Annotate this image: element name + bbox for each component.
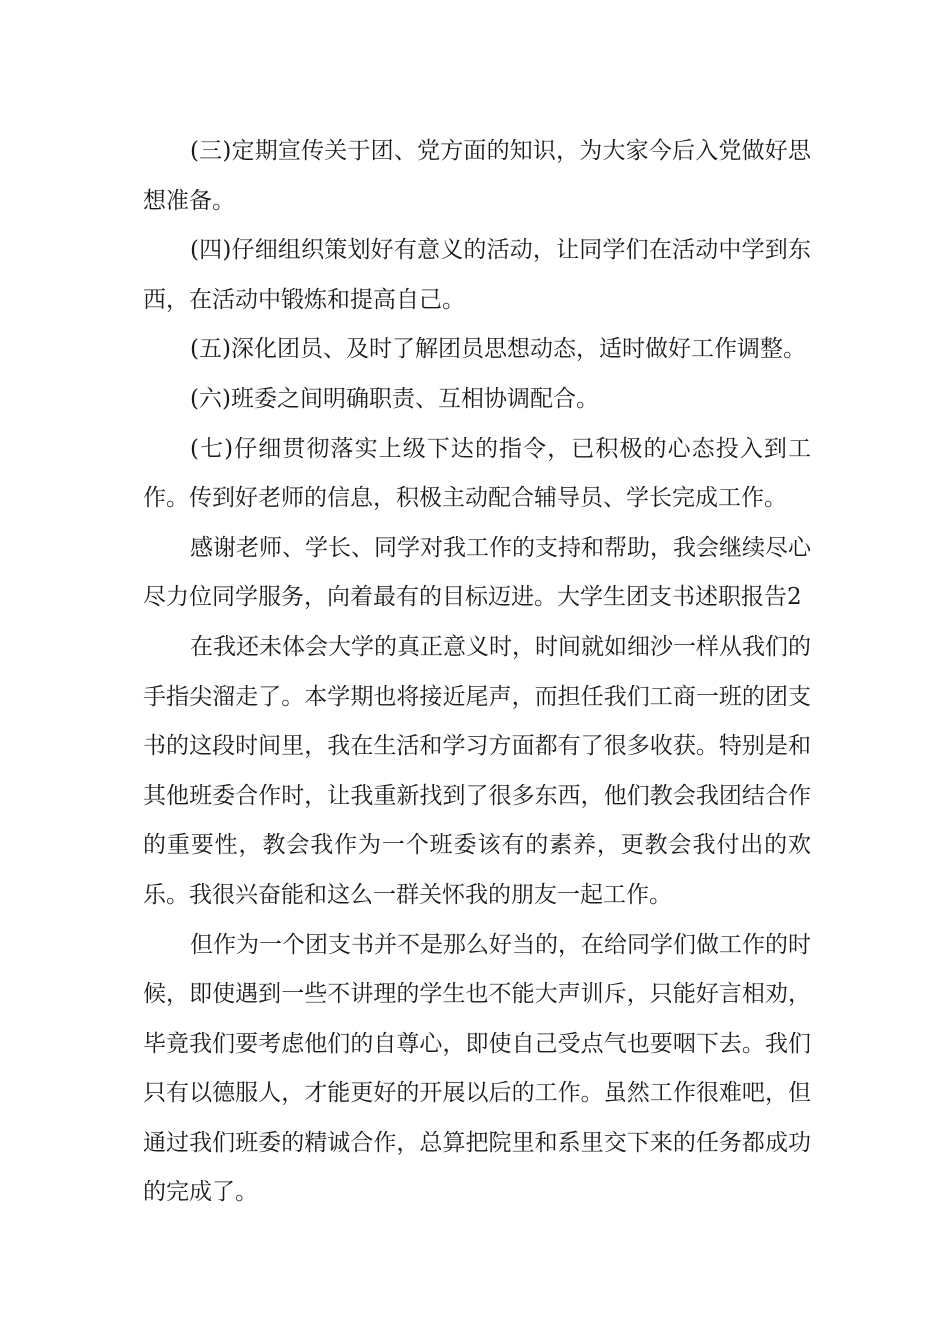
paragraph-item-6: (六)班委之间明确职责、互相协调配合。	[190, 385, 599, 412]
paragraph-report-body: 但作为一个团支书并不是那么好当的，在给同学们做工作的时候，即使遇到一些不讲理的学生也不能大声训斥，只能好言相劝，毕竟我们要考虑他们的自尊心，即使自己受点气也要咽下去。我们只有以德服人，才能更好的开展以后的工作。虽然工作很难吧，但通过我们班委的精诚合作，总算把院里和系里交下来的任务都成功的完成了。	[143, 931, 811, 1206]
paragraph-thanks: 感谢老师、学长、同学对我工作的支持和帮助，我会继续尽心尽力位同学服务，向着最有的目标迈进。大学生团支书述职报告2	[143, 534, 811, 611]
paragraph-item-4: (四)仔细组织策划好有意义的活动，让同学们在活动中学到东西，在活动中锻炼和提高自己。	[143, 237, 811, 313]
paragraph-item-3: (三)定期宣传关于团、党方面的知识，为大家今后入党做好思想准备。	[143, 138, 811, 214]
document-body	[143, 127, 811, 1218]
paragraph-item-5: (五)深化团员、及时了解团员思想动态，适时做好工作调整。	[190, 336, 806, 363]
paragraph-report-intro: 在我还未体会大学的真正意义时，时间就如细沙一样从我们的手指尖溜走了。本学期也将接近尾声，而担任我们工商一班的团支书的这段时间里，我在生活和学习方面都有了很多收获。特别是和其他班委合作时，让我重新找到了很多东西，他们教会我团结合作的重要性，教会我作为一个班委该有的素养，更教会我付出的欢乐。我很兴奋能和这么一群关怀我的朋友一起工作。	[143, 633, 811, 908]
paragraph-item-7: (七)仔细贯彻落实上级下达的指令，已积极的心态投入到工作。传到好老师的信息，积极主动配合辅导员、学长完成工作。	[143, 435, 811, 512]
